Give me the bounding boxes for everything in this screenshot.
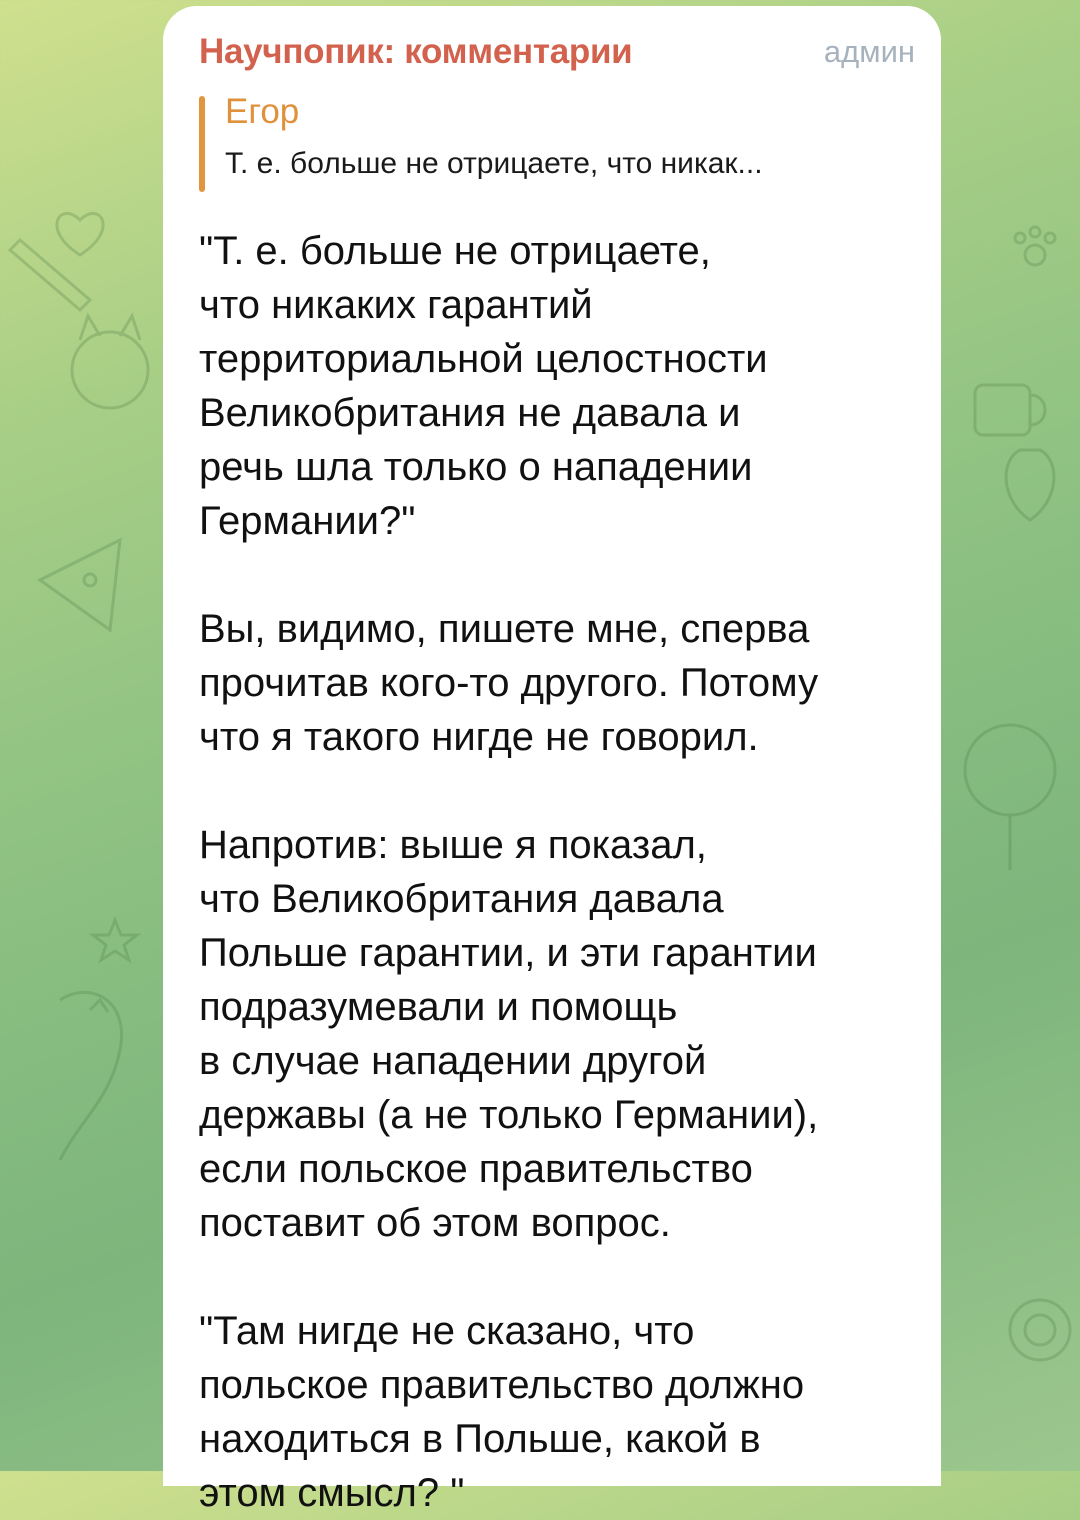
message-line: если польское правительство	[199, 1147, 753, 1191]
message-line: Польше гарантии, и эти гарантии	[199, 931, 817, 975]
message-line: речь шла только о нападении	[199, 445, 753, 489]
message-line: Великобритания не давала и	[199, 391, 741, 435]
message-line: что я такого нигде не говорил.	[199, 715, 759, 759]
message-line: прочитав кого-то другого. Потому	[199, 661, 819, 705]
message-line: территориальной целостности	[199, 337, 768, 381]
message-line: "Там нигде не сказано, что	[199, 1309, 695, 1353]
message-text	[199, 224, 919, 1520]
message-line: поставит об этом вопрос.	[199, 1201, 671, 1245]
message-line: находиться в Польше, какой в	[199, 1417, 761, 1461]
reply-author: Егор	[225, 92, 300, 131]
message-line: что Великобритания давала	[199, 877, 724, 921]
message-paragraph	[199, 602, 919, 764]
message-line: Германии?"	[199, 499, 416, 543]
sender-name[interactable]: Научпопик: комментарии	[199, 32, 633, 71]
reply-quote[interactable]	[199, 92, 941, 212]
reply-accent-bar	[199, 96, 205, 192]
reply-preview-text: Т. е. больше не отрицаете, что никак...	[225, 147, 763, 180]
message-paragraph	[199, 1304, 919, 1520]
message-line: в случае нападении другой	[199, 1039, 707, 1083]
message-line: державы (а не только Германии),	[199, 1093, 819, 1137]
message-line: этом смысл? "	[199, 1471, 465, 1515]
message-line: подразумевали и помощь	[199, 985, 678, 1029]
message-bubble[interactable]	[163, 6, 941, 1515]
message-paragraph	[199, 818, 919, 1250]
message-paragraph	[199, 224, 919, 548]
message-line: польское правительство должно	[199, 1363, 805, 1407]
admin-badge: админ	[823, 34, 915, 69]
message-line: Напротив: выше я показал,	[199, 823, 707, 867]
message-line: "Т. е. больше не отрицаете,	[199, 229, 711, 273]
message-line: что никаких гарантий	[199, 283, 593, 327]
message-header	[199, 32, 941, 90]
message-line: Вы, видимо, пишете мне, сперва	[199, 607, 810, 651]
